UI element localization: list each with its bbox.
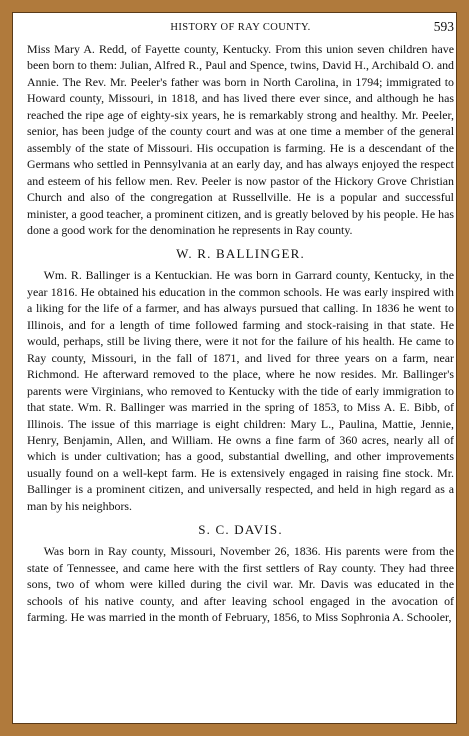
page-sheet	[12, 12, 457, 724]
ballinger-heading: W. R. BALLINGER.	[176, 246, 305, 262]
book-page	[27, 19, 454, 626]
page-header	[27, 19, 454, 41]
page-number: 593	[433, 19, 454, 34]
running-head: HISTORY OF RAY COUNTY.	[170, 22, 311, 33]
davis-paragraph: Was born in Ray county, Missouri, November 26, 1836. His parents were from the state of Tennessee, and came here with the first settlers of Ray county. They had three sons, two of whom were killed during the civil war. Mr. Davis was educated in the schools of his native county, and after leaving school engaged in the avocation of farming. He was married in the month of February, 1856, to Miss Sophronia A. Schooler,	[27, 544, 454, 625]
davis-heading: S. C. DAVIS.	[198, 522, 283, 538]
ballinger-paragraph: Wm. R. Ballinger is a Kentuckian. He was born in Garrard county, Kentucky, in the year 1816. He obtained his education in the common schools. He was early inspired with a liking for the life of a farmer, and has always pursued that calling. In 1836 he went to Illinois, and for a length of time followed farming and stock-raising in that state. He would, perhaps, still be living there, were it not for the failure of his health. He came to Ray county, Missouri, in the fall of 1871, and lived for three years on a farm, near Richmond. He afterward removed to the place, where he now resides. Mr. Ballinger's parents were Virginians, who removed to Kentucky with the tide of early immigration to that state. Wm. R. Ballinger was married in the spring of 1853, to Miss A. E. Bibb, of Illinois. The issue of this marriage is eight children: Mary L., Paulina, Mattie, Jennie, Henry, Benjamin, Allen, and William. He owns a fine farm of 360 acres, nearly all of which is under cultivation; has a good, substantial dwelling, and other improvements usually found on a well-kept farm. He is extensively engaged in raising fine stock. Mr. Ballinger is a prominent citizen, and universally respected, and held in high regard as a man by his neighbors.	[27, 268, 454, 513]
peeler-paragraph: Miss Mary A. Redd, of Fayette county, Kentucky. From this union seven children have been born to them: Julian, Alfred R., Paul and Spence, twins, David H., Archibald O. and Annie. The Rev. Mr. Peeler's father was born in North Carolina, in 1794; immigrated to Howard county, Missouri, in 1818, and has lived there ever since, and although he has reached the ripe age of eighty-six years, he is remarkably strong and healthy. Mr. Peeler, senior, has been judge of the county court and was at one time a member of the general assembly of the state of Missouri. His occupation is farming. He is a descendant of the Germans who settled in Pennsylvania at an early day, and has always enjoyed the respect and esteem of his fellow men. Rev. Peeler is now pastor of the Hickory Grove Christian Church and also of the congregation at Russellville. He is a popular and successful minister, a good teacher, a prominent citizen, and is greatly beloved by his people. He has done a good work for the denomination he represents in Ray county.	[27, 42, 454, 237]
